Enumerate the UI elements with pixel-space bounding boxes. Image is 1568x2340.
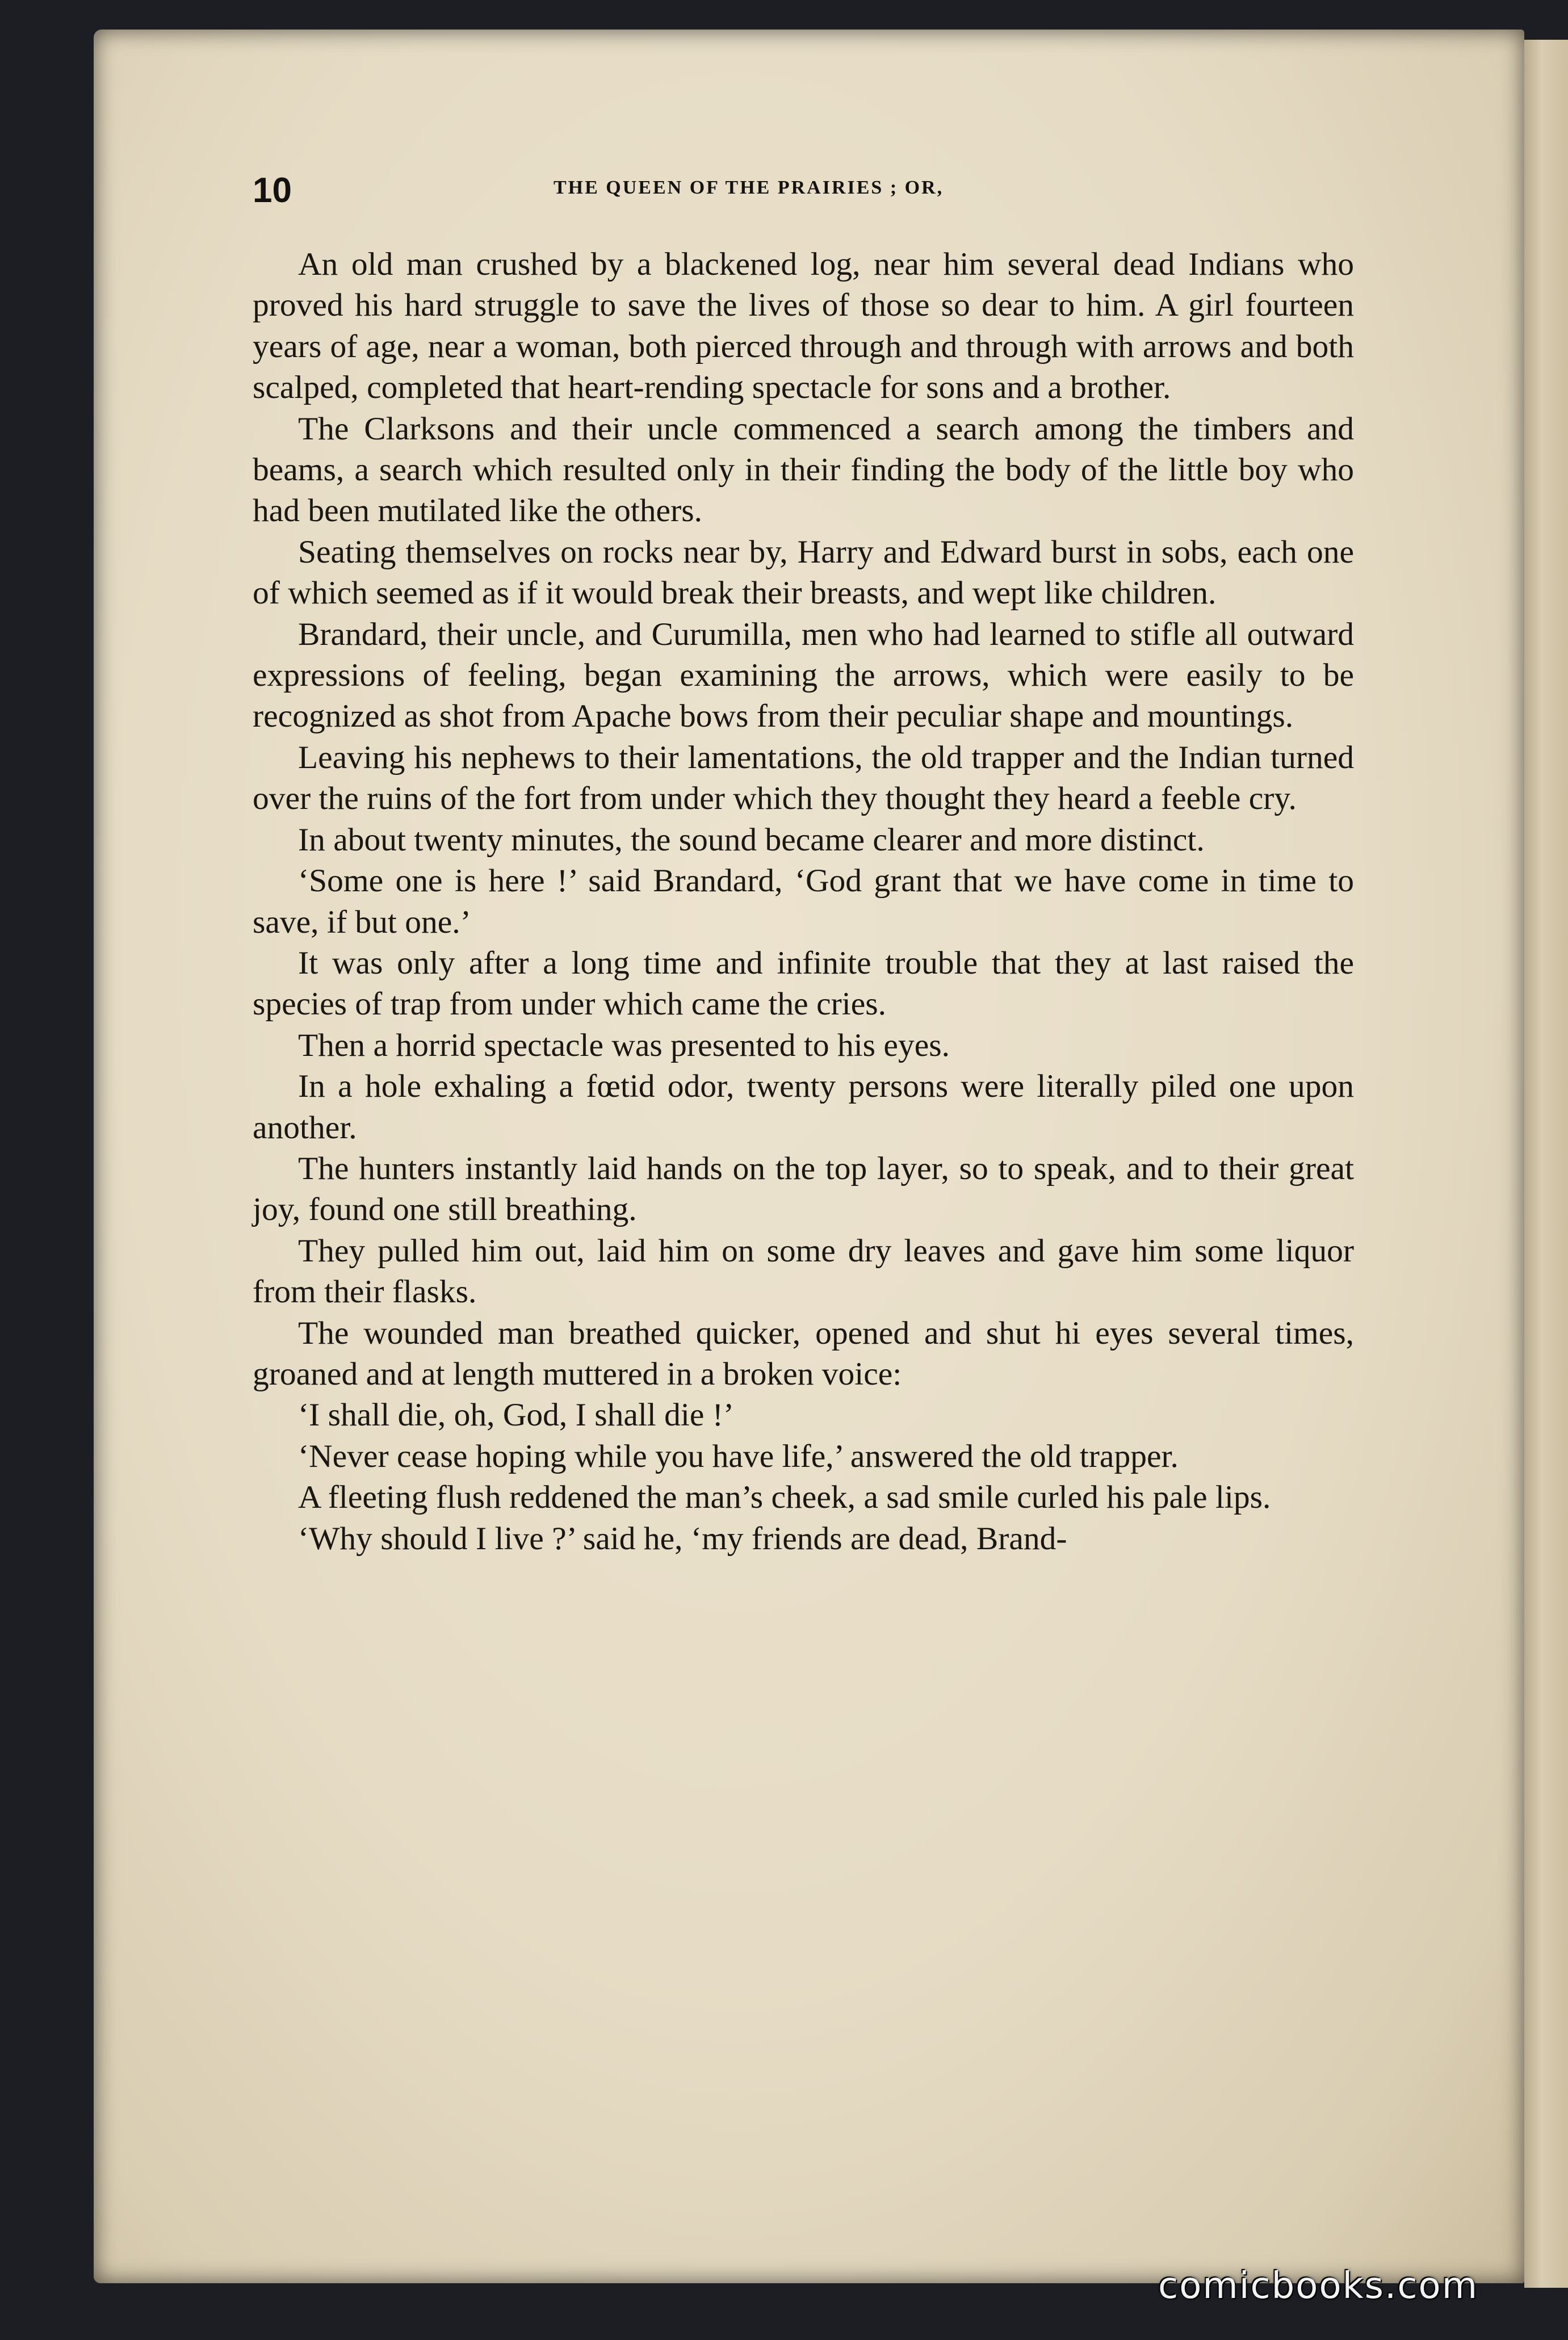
- paragraph: ‘Never cease hoping while you have life,’ answered the old trapper.: [298, 1438, 1179, 1474]
- paragraph: A fleeting flush reddened the man’s cheek, a sad smile curled his pale lips.: [298, 1479, 1271, 1516]
- paragraph: The Clarksons and their uncle commenced a search among the timbers and beams, a search which resulted only in their finding the body of the little boy who had been mutilated like the others.: [253, 410, 1354, 529]
- paragraph: Then a horrid spectacle was presented to his eyes.: [298, 1027, 950, 1063]
- paragraph: The wounded man breathed quicker, opened and shut hi eyes several times, groaned and at length muttered in a broken voice:: [253, 1315, 1354, 1392]
- paragraph: In about twenty minutes, the sound became clearer and more distinct.: [298, 821, 1205, 858]
- paragraph: Brandard, their uncle, and Curumilla, men who had learned to stifle all outward expressions of feeling, began examining the arrows, which were easily to be recognized as shot from Apache bows from their peculiar shape and mountings.: [253, 616, 1354, 735]
- paragraph: In a hole exhaling a fœtid odor, twenty persons were literally piled one upon another.: [253, 1068, 1354, 1146]
- watermark: comicbooks.com: [1158, 2265, 1479, 2307]
- body-text: [253, 244, 1354, 1559]
- running-head: THE QUEEN OF THE PRAIRIES ; OR,: [554, 177, 944, 198]
- paragraph: An old man crushed by a blackened log, near him several dead Indians who proved his hard struggle to save the lives of those so dear to him. A girl fourteen years of age, near a woman, both pierced through and through with arrows and both scalped, completed that heart-rending spectacle for sons and a brother.: [253, 246, 1354, 406]
- paragraph: Leaving his nephews to their lamentations, the old trapper and the Indian turned over the ruins of the fort from under which they thought they heard a feeble cry.: [253, 739, 1354, 817]
- page-number: 10: [253, 171, 292, 210]
- paragraph: It was only after a long time and infinite trouble that they at last raised the species of trap from under which came the cries.: [253, 945, 1354, 1022]
- paragraph: The hunters instantly laid hands on the top layer, so to speak, and to their great joy, found one still breathing.: [253, 1150, 1354, 1228]
- next-page-edge: [1524, 40, 1568, 2288]
- paragraph: ‘I shall die, oh, God, I shall die !’: [298, 1397, 735, 1433]
- paragraph: ‘Why should I live ?’ said he, ‘my friends are dead, Brand-: [298, 1520, 1067, 1557]
- paragraph: Seating themselves on rocks near by, Harry and Edward burst in sobs, each one of which seemed as if it would break their breasts, and wept like children.: [253, 534, 1354, 611]
- paragraph: They pulled him out, laid him on some dry leaves and gave him some liquor from their flasks.: [253, 1232, 1354, 1310]
- page-header: [253, 170, 1354, 216]
- paragraph: ‘Some one is here !’ said Brandard, ‘God grant that we have come in time to save, if but one.’: [253, 863, 1354, 940]
